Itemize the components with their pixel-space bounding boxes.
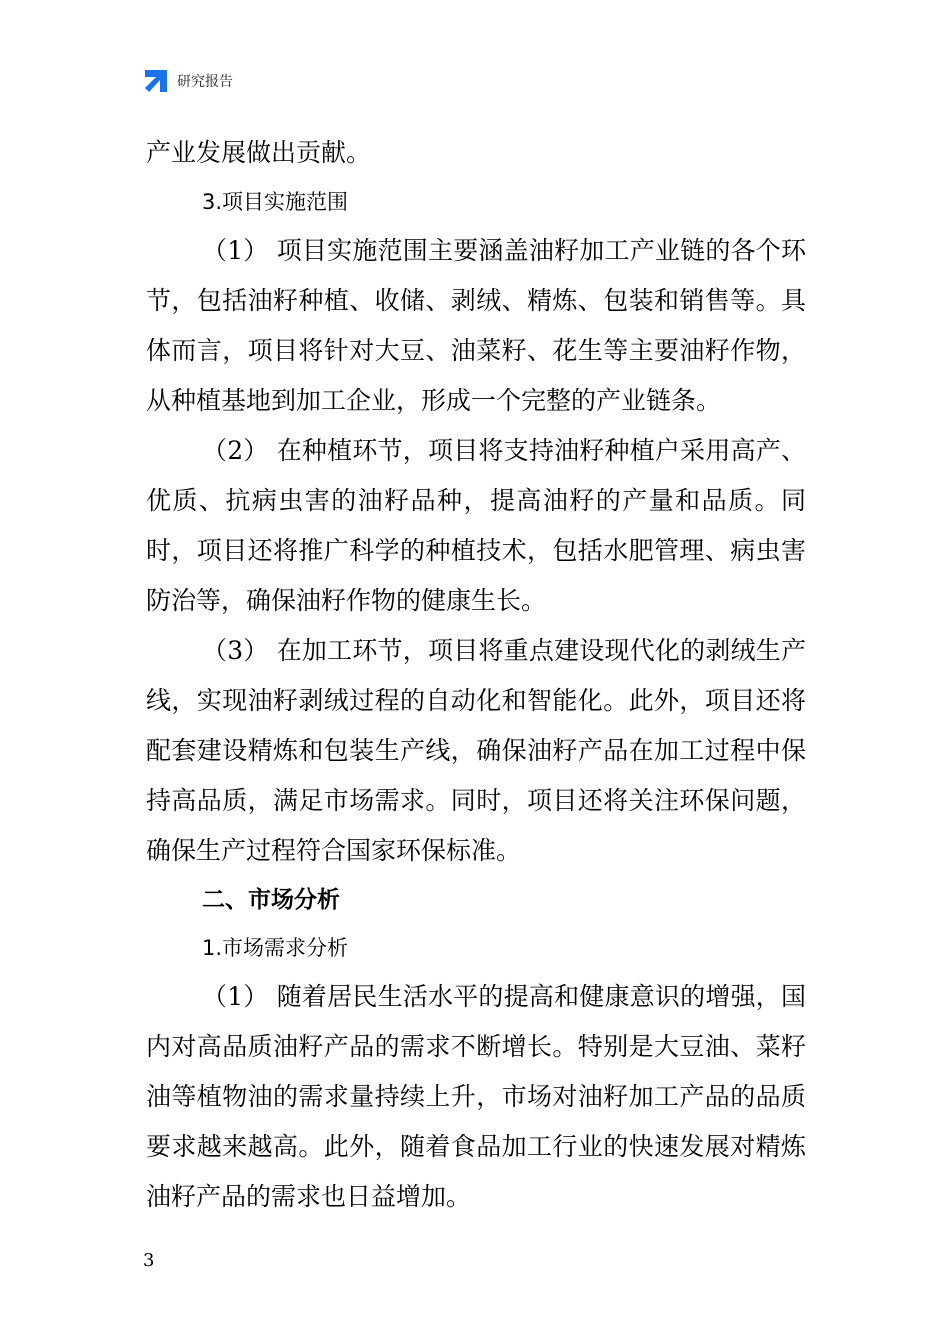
page-number: 3 [143, 1250, 155, 1271]
subheading-demand: 1.市场需求分析 [202, 936, 349, 960]
subheading-scope: 3.项目实施范围 [202, 190, 349, 214]
section-heading-market: 二、市场分析 [202, 887, 340, 913]
document-body [146, 128, 806, 1222]
page-header [143, 66, 233, 96]
header-title: 研究报告 [177, 74, 233, 90]
paragraph-intro: 产业发展做出贡献。 [146, 138, 372, 167]
arrow-logo-icon [143, 68, 169, 94]
paragraph-demand-1: （1） 随着居民生活水平的提高和健康意识的增强，国内对高品质油籽产品的需求不断增长。特别是大豆油、菜籽油等植物油的需求量持续上升，市场对油籽加工产品的品质要求越来越高。此外，随着食品加工行业的快速发展对精炼油籽产品的需求也日益增加。 [146, 982, 806, 1211]
paragraph-scope-2: （2） 在种植环节，项目将支持油籽种植户采用高产、优质、抗病虫害的油籽品种，提高油籽的产量和品质。同时，项目还将推广科学的种植技术，包括水肥管理、病虫害防治等，确保油籽作物的健康生长。 [146, 436, 806, 615]
paragraph-scope-3: （3） 在加工环节，项目将重点建设现代化的剥绒生产线，实现油籽剥绒过程的自动化和智能化。此外，项目还将配套建设精炼和包装生产线，确保油籽产品在加工过程中保持高品质，满足市场需求。同时，项目还将关注环保问题，确保生产过程符合国家环保标准。 [146, 636, 806, 865]
paragraph-scope-1: （1） 项目实施范围主要涵盖油籽加工产业链的各个环节，包括油籽种植、收储、剥绒、精炼、包装和销售等。具体而言，项目将针对大豆、油菜籽、花生等主要油籽作物，从种植基地到加工企业，形成一个完整的产业链条。 [146, 236, 806, 415]
